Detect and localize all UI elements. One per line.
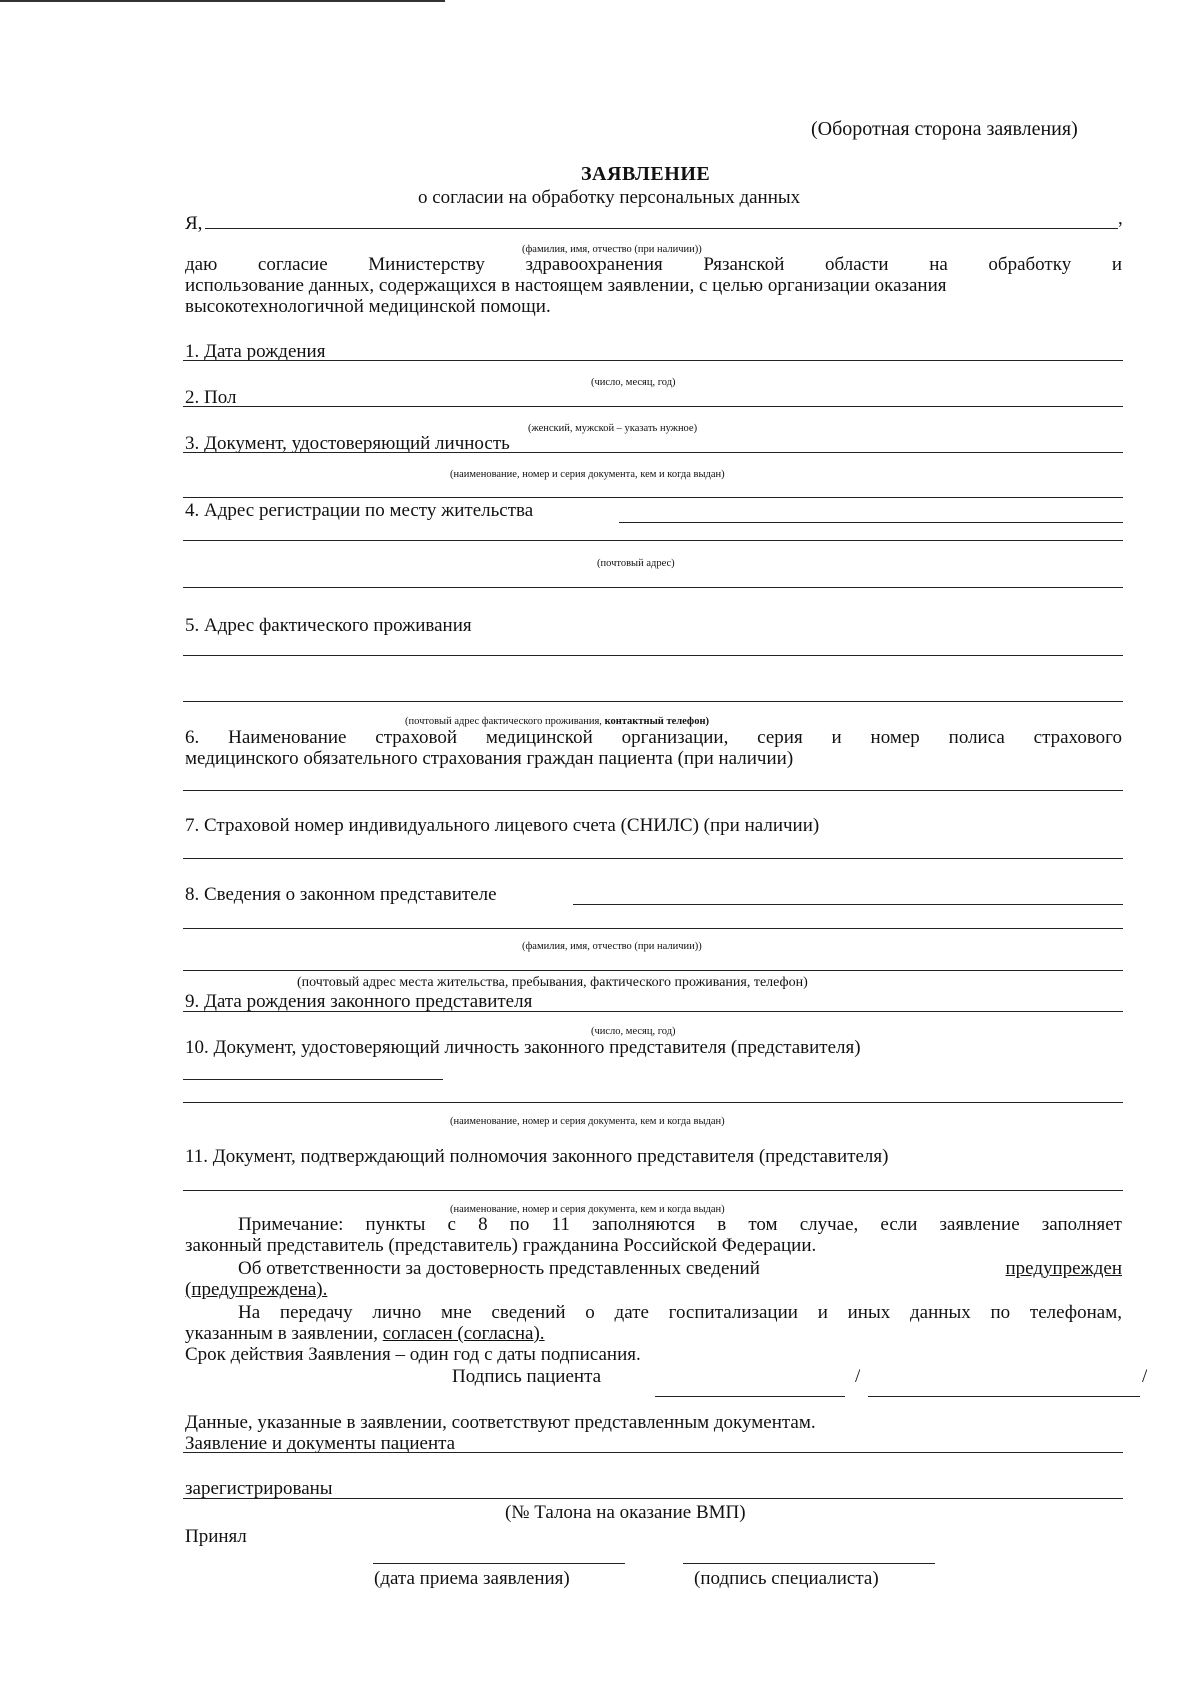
consent-line-3: высокотехнологичной медицинской помощи.: [185, 296, 551, 317]
note-warned-text: предупрежден: [1005, 1258, 1122, 1279]
representative-id-line-2[interactable]: [183, 1102, 1123, 1103]
note-paragraph-2b: (предупреждена).: [185, 1279, 328, 1300]
representative-line[interactable]: [573, 904, 1123, 905]
field-actual-address-label: 5. Адрес фактического проживания: [185, 615, 472, 636]
note-paragraph-1a: Примечание: пункты с 8 по 11 заполняются в том случае, если заявление заполняет: [238, 1214, 1122, 1235]
signature-slash-1: /: [855, 1366, 861, 1387]
field-representative-label: 8. Сведения о законном представителе: [185, 884, 497, 905]
authority-document-caption: (наименование, номер и серия документа, кем и когда выдан): [450, 1204, 725, 1215]
docs-registered-label: Заявление и документы пациента: [185, 1433, 456, 1454]
field-registration-address-label: 4. Адрес регистрации по месту жительства: [185, 500, 534, 521]
accept-date-caption: (дата приема заявления): [374, 1568, 570, 1589]
representative-id-line[interactable]: [183, 1079, 443, 1080]
field-birth-date-label: 1. Дата рождения: [185, 341, 326, 362]
talon-caption: (№ Талона на оказание ВМП): [505, 1502, 746, 1523]
verified-text: Данные, указанные в заявлении, соответствуют представленным документам.: [185, 1412, 816, 1433]
note-agree-text: согласен (согласна).: [382, 1323, 545, 1344]
registered-line[interactable]: [183, 1498, 1123, 1499]
accepted-label: Принял: [185, 1526, 247, 1547]
id-document-line-2[interactable]: [183, 497, 1123, 498]
field-insurance-label-1: 6. Наименование страховой медицинской организации, серия и номер полиса страхового: [185, 727, 1122, 748]
field-representative-id-label: 10. Документ, удостоверяющий личность законного представителя (представителя): [185, 1037, 861, 1058]
representative-id-caption: (наименование, номер и серия документа, кем и когда выдан): [450, 1116, 725, 1127]
note-paragraph-1b: законный представитель (представитель) гражданина Российской Федерации.: [185, 1235, 817, 1256]
representative-caption: (фамилия, имя, отчество (при наличии)): [522, 941, 702, 952]
note-paragraph-3a: На передачу лично мне сведений о дате госпитализации и иных данных по телефонам,: [238, 1302, 1122, 1323]
representative-birth-line[interactable]: [183, 1011, 1123, 1012]
authority-document-line[interactable]: [183, 1190, 1123, 1191]
scan-edge-mark: [0, 0, 445, 2]
actual-address-line[interactable]: [183, 655, 1123, 656]
patient-signature-label: Подпись пациента: [452, 1366, 602, 1387]
field-authority-document-label: 11. Документ, подтверждающий полномочия законного представителя (представителя): [185, 1146, 889, 1167]
specialist-signature-caption: (подпись специалиста): [694, 1568, 879, 1589]
intro-comma: ,: [1118, 208, 1123, 229]
fio-caption: (фамилия, имя, отчество (при наличии)): [522, 244, 702, 255]
representative-line-3[interactable]: [183, 970, 1123, 971]
accept-date-line[interactable]: [373, 1563, 625, 1564]
actual-address-caption-phone: контактный телефон): [604, 716, 709, 727]
representative-caption-2: (почтовый адрес места жительства, пребывания, фактического проживания, телефон): [297, 975, 808, 990]
birth-date-caption: (число, месяц, год): [591, 377, 676, 388]
consent-line-1: даю согласие Министерству здравоохранения Рязанской области на обработку и: [185, 254, 1122, 275]
fio-line: [205, 228, 1118, 229]
note-paragraph-3b: [185, 1323, 545, 1345]
docs-line[interactable]: [183, 1452, 1123, 1453]
registration-address-line-3[interactable]: [183, 587, 1123, 588]
registration-address-caption: (почтовый адрес): [597, 558, 675, 569]
registration-address-line[interactable]: [619, 522, 1123, 523]
document-title: ЗАЯВЛЕНИЕ: [581, 163, 711, 185]
snils-line[interactable]: [183, 858, 1123, 859]
field-insurance-label-2: медицинского обязательного страхования граждан пациента (при наличии): [185, 748, 794, 769]
representative-birth-caption: (число, месяц, год): [591, 1026, 676, 1037]
sex-line[interactable]: [183, 406, 1123, 407]
sex-caption: (женский, мужской – указать нужное): [528, 423, 698, 434]
patient-signature-line[interactable]: [655, 1396, 845, 1397]
actual-address-line-2[interactable]: [183, 701, 1123, 702]
note-phones-text: указанным в заявлении,: [185, 1323, 378, 1344]
note-responsibility-text: Об ответственности за достоверность представленных сведений: [238, 1258, 760, 1279]
registered-label: зарегистрированы: [185, 1478, 333, 1499]
patient-name-line[interactable]: [868, 1396, 1140, 1397]
id-document-line[interactable]: [183, 452, 1123, 453]
id-document-caption: (наименование, номер и серия документа, кем и когда выдан): [450, 469, 725, 480]
note-paragraph-2a: [238, 1258, 1122, 1280]
registration-address-line-2[interactable]: [183, 540, 1123, 541]
note-validity: Срок действия Заявления – один год с даты подписания.: [185, 1344, 641, 1365]
birth-date-line[interactable]: [183, 360, 1123, 361]
field-representative-birth-label: 9. Дата рождения законного представителя: [185, 991, 533, 1012]
signature-slash-2: /: [1142, 1366, 1148, 1387]
insurance-line[interactable]: [183, 790, 1123, 791]
field-snils-label: 7. Страховой номер индивидуального лицевого счета (СНИЛС) (при наличии): [185, 815, 820, 836]
field-sex-label: 2. Пол: [185, 387, 237, 408]
specialist-signature-line[interactable]: [683, 1563, 935, 1564]
consent-line-2: использование данных, содержащихся в настоящем заявлении, с целью организации оказания: [185, 275, 947, 296]
representative-line-2[interactable]: [183, 928, 1123, 929]
reverse-side-note: (Оборотная сторона заявления): [811, 118, 1078, 140]
actual-address-caption-text: (почтовый адрес фактического проживания,: [405, 716, 602, 727]
document-subtitle: о согласии на обработку персональных данных: [418, 187, 801, 208]
i-label: Я,: [185, 213, 203, 234]
field-id-document-label: 3. Документ, удостоверяющий личность: [185, 433, 510, 454]
